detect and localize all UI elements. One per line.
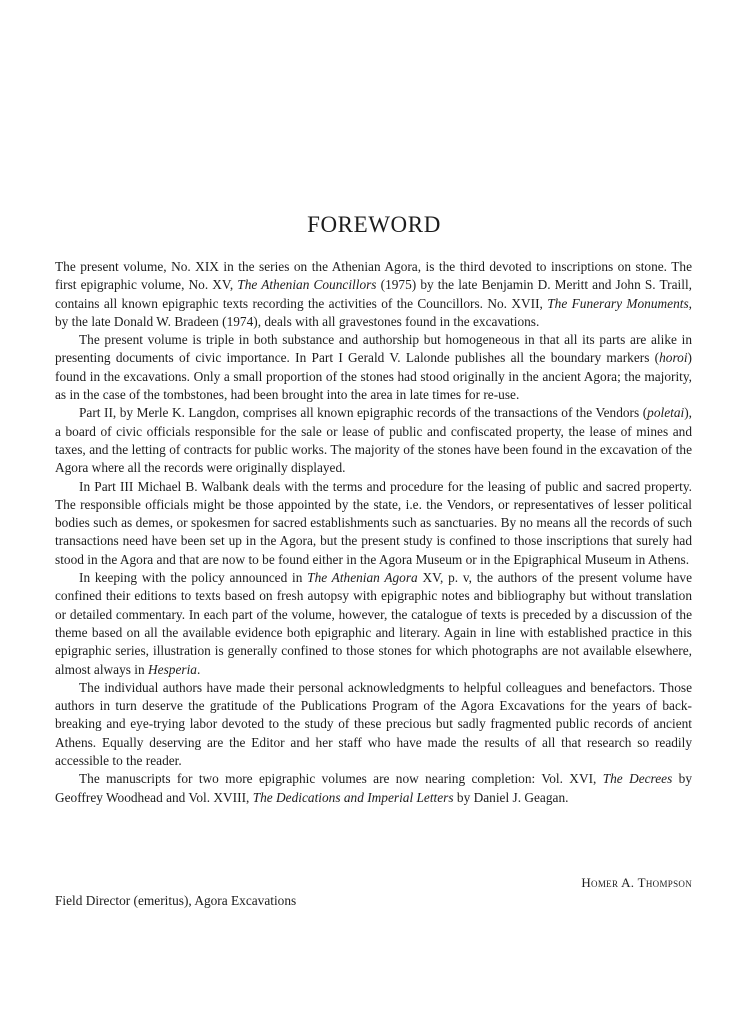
paragraph-7-text-c: by Daniel J. Geagan. — [453, 789, 569, 805]
term-poletai: poletai — [647, 405, 685, 421]
page-title: FOREWORD — [307, 212, 441, 237]
paragraph-1-text-a: The present volume, No. XIX in the series on the Athenian Agora, is the third devoted to inscriptions on stone. The first epigraphic volume, No. XV, — [55, 259, 692, 293]
paragraph-2-text-b: ) found in the excavations. Only a small proportion of the stones had stood originally in the ancient Agora; the majority, as in the case of the tombstones, had been brought into the area in late times for re-use. — [55, 350, 692, 403]
paragraph-7 — [55, 770, 692, 807]
paragraph-6-text: The individual authors have made their personal acknowledgments to helpful colleagues and benefactors. Those authors in turn deserve the gratitude of the Publications Program of the Agora Excavations for the years of back-breaking and eye-trying labor devoted to the study of these precious but sadly fragmented public records of ancient Athens. Equally deserving are the Editor and her staff who have made the results of all that research so readily accessible to the reader. — [55, 679, 692, 769]
paragraph-1-text-c: , by the late Donald W. Bradeen (1974), deals with all gravestones found in the excavations. — [55, 295, 692, 329]
paragraph-6 — [55, 679, 692, 770]
title-the-decrees: The Decrees — [602, 771, 673, 787]
title-athenian-councillors: The Athenian Councillors — [237, 277, 377, 293]
paragraph-3-text-a: Part II, by Merle K. Langdon, comprises all known epigraphic records of the transactions of the Vendors ( — [79, 405, 648, 421]
paragraph-2 — [55, 331, 692, 404]
paragraph-4 — [55, 478, 692, 569]
paragraph-3-text-b: ), a board of civic officials responsible for the sale or lease of public and confiscated property, the lease of mines and taxes, and the letting of contracts for public works. The majority of the stones have been found in the excavation of the Agora where all the records were originally displayed. — [55, 405, 692, 476]
title-athenian-agora: The Athenian Agora — [307, 570, 418, 586]
foreword-body — [55, 258, 692, 807]
paragraph-2-text-a: The present volume is triple in both substance and authorship but homogeneous in that all its parts are alike in presenting documents of civic importance. In Part I Gerald V. Lalonde publishes all the boundary markers ( — [55, 332, 692, 366]
paragraph-4-text: In Part III Michael B. Walbank deals with the terms and procedure for the leasing of public and sacred property. The responsible officials might be those appointed by the state, i.e. the Vendors, or representatives of lesser political bodies such as demes, or spokesmen for sacred establishments such as sanctuaries. By no means all the records of such transactions need have been set up in the Agora, but the present study is confined to those inscriptions that surely had stood in the Agora and that are now to be found either in the Agora Museum or in the Epigraphical Museum in Athens. — [55, 478, 692, 567]
paragraph-1-text-b: (1975) by the late Benjamin D. Meritt and John S. Traill, contains all known epigraphic texts recording the activities of the Councillors. No. XVII, — [55, 277, 692, 311]
paragraph-5-text-c: . — [196, 661, 201, 677]
paragraph-5-text-b: XV, p. v, the authors of the present volume have confined their editions to texts based on fresh autopsy with epigraphic notes and bibliography but without translation or detailed commentary. In each part of the volume, however, the catalogue of texts is preceded by a discussion of the theme based on all the available evidence both epigraphic and literary. Again in line with established practice in this epigraphic series, illustration is generally confined to those stones for which photographs are not available elsewhere, almost always in — [55, 570, 692, 677]
paragraph-7-text-b: by Geoffrey Woodhead and Vol. XVIII, — [55, 771, 692, 805]
paragraph-5-text-a: In keeping with the policy announced in — [79, 570, 308, 586]
term-horoi: horoi — [659, 350, 688, 366]
title-funerary-monuments: The Funerary Monuments — [547, 295, 689, 311]
title-dedications-imperial-letters: The Dedications and Imperial Letters — [252, 789, 454, 805]
title-hesperia: Hesperia — [148, 661, 197, 677]
author-signature: Homer A. Thompson — [581, 875, 692, 890]
paragraph-7-text-a: The manuscripts for two more epigraphic volumes are now nearing completion: Vol. XVI, — [79, 771, 603, 787]
author-affiliation: Field Director (emeritus), Agora Excavations — [55, 893, 297, 908]
paragraph-3 — [55, 404, 692, 477]
paragraph-1 — [55, 258, 692, 331]
paragraph-5 — [55, 569, 692, 679]
